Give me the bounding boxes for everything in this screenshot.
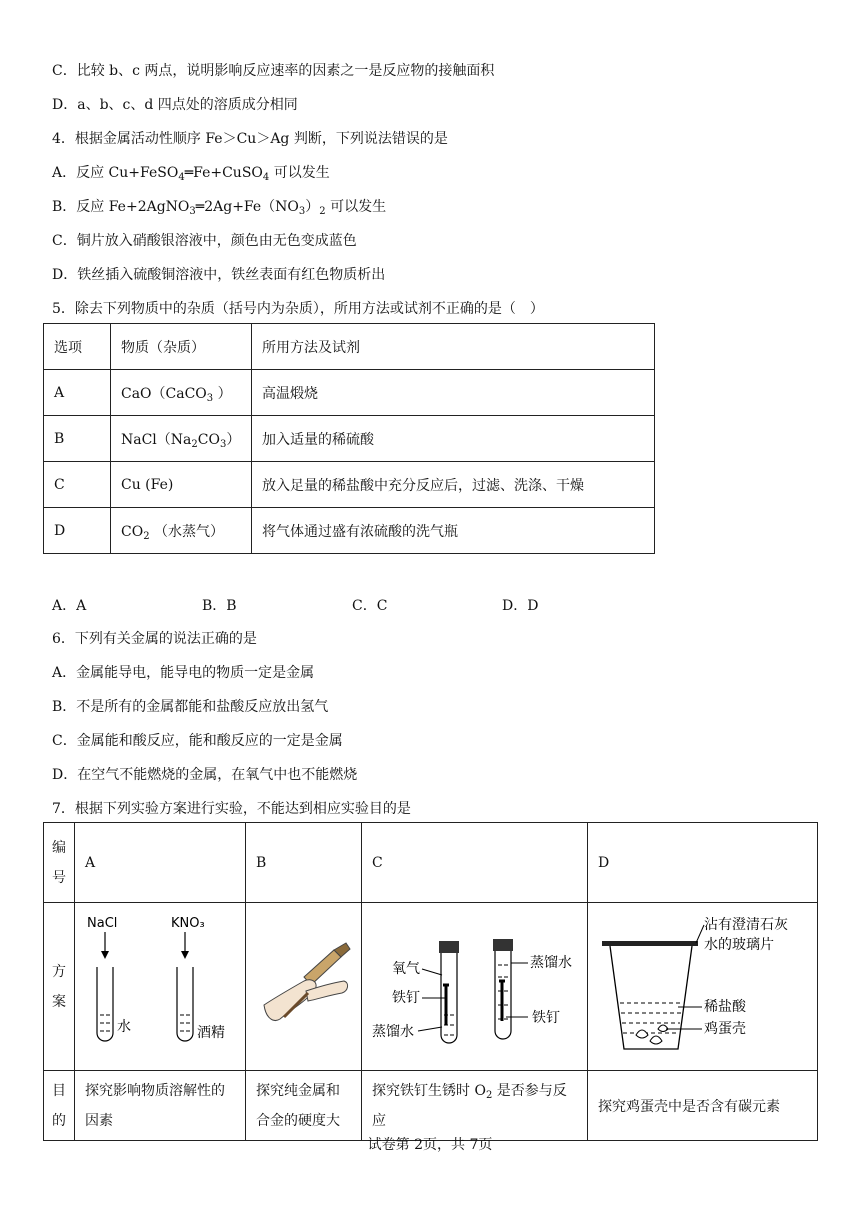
option-cell: D xyxy=(44,508,111,554)
q6-stem: 6．下列有关金属的说法正确的是 xyxy=(52,631,257,647)
q4b-sub: 2 xyxy=(319,206,326,217)
table-row xyxy=(44,1071,818,1141)
label-char: 的 xyxy=(52,1112,66,1129)
q4b-sub: 3 xyxy=(189,206,196,217)
nail-label: 铁钉 xyxy=(392,989,420,1006)
figure-d-cell xyxy=(588,903,818,1071)
goal-cell xyxy=(362,1071,588,1141)
stopper-icon xyxy=(439,941,459,953)
option-cell: B xyxy=(44,416,111,462)
arrow-icon xyxy=(101,951,109,959)
table-row xyxy=(44,508,655,554)
table-row xyxy=(44,823,818,903)
acid-label: 稀盐酸 xyxy=(704,998,746,1015)
oxygen-label: 氧气 xyxy=(392,960,420,977)
nail-label: 铁钉 xyxy=(532,1009,560,1026)
substance-sub: 3 xyxy=(219,438,227,450)
option-cell: A xyxy=(44,370,111,416)
q4-stem: 4．根据金属活动性顺序 Fe＞Cu＞Ag 判断，下列说法错误的是 xyxy=(52,131,448,147)
distilled-water-label: 蒸馏水 xyxy=(372,1023,414,1040)
arrow-icon xyxy=(181,951,189,959)
goal-text: 因素 xyxy=(85,1112,113,1129)
goal-text: 合金的硬度大 xyxy=(256,1112,340,1129)
q4a-text: ═Fe+CuSO xyxy=(184,165,263,181)
method-cell: 高温煅烧 xyxy=(252,370,655,416)
substance-text: CO xyxy=(121,523,144,540)
q4-option-a xyxy=(52,162,330,182)
nacl-label: NaCl xyxy=(87,915,118,931)
pointer-line xyxy=(418,1027,442,1031)
nail-icon xyxy=(499,981,505,1021)
test-tubes-figure xyxy=(75,905,245,1065)
q6-option-d: D．在空气不能燃烧的金属，在氧气中也不能燃烧 xyxy=(52,767,358,783)
q5-answer-b: B．B xyxy=(202,598,237,614)
substance-text: CaO（CaCO xyxy=(121,385,207,402)
rust-experiment-figure xyxy=(362,905,586,1065)
q5-table xyxy=(43,323,655,554)
goal-cell: 探究鸡蛋壳中是否含有碳元素 xyxy=(588,1071,818,1141)
substance-cell xyxy=(111,416,252,462)
water-label: 水 xyxy=(117,1018,131,1035)
goal-text xyxy=(372,1076,577,1106)
label-cell xyxy=(44,1071,75,1141)
q4-option-c: C．铜片放入硝酸银溶液中，颜色由无色变成蓝色 xyxy=(52,233,357,249)
substance-sub: 2 xyxy=(143,530,150,542)
label-char: 方 xyxy=(52,963,66,980)
test-tube-icon xyxy=(177,967,193,1041)
option-cell: C xyxy=(44,462,111,508)
goal-text: 探究纯金属和 xyxy=(256,1082,340,1099)
q7-table xyxy=(43,822,818,1141)
q3-option-c: C．比较 b、c 两点，说明影响反应速率的因素之一是反应物的接触面积 xyxy=(52,63,495,79)
label-char: 目 xyxy=(52,1082,66,1099)
method-cell: 放入足量的稀盐酸中充分反应后，过滤、洗涤、干燥 xyxy=(252,462,655,508)
q4b-text: B．反应 Fe+2AgNO xyxy=(52,199,190,215)
glass-slide-label: 沾有澄清石灰 xyxy=(704,916,788,933)
method-cell: 将气体通过盛有浓硫酸的洗气瓶 xyxy=(252,508,655,554)
eggshell-experiment-figure xyxy=(588,905,816,1065)
q3-option-d: D．a、b、c、d 四点处的溶质成分相同 xyxy=(52,97,298,113)
eggshell-label: 鸡蛋壳 xyxy=(704,1020,746,1037)
q5-answer-d: D．D xyxy=(502,598,539,614)
goal-text: 探究影响物质溶解性的 xyxy=(85,1082,225,1099)
header-cell: 所用方法及试剂 xyxy=(252,324,655,370)
q4b-sub: 3 xyxy=(298,206,306,217)
glass-slide-label: 水的玻璃片 xyxy=(704,936,774,953)
substance-text: CO xyxy=(197,431,220,448)
substance-text: ） xyxy=(213,385,232,402)
goal-cell xyxy=(75,1071,246,1141)
label-cell xyxy=(44,903,75,1071)
goal-text: 应 xyxy=(372,1112,386,1129)
goal-cell xyxy=(246,1071,362,1141)
header-cell: 选项 xyxy=(44,324,111,370)
q4a-text: 可以发生 xyxy=(269,165,330,181)
q6-option-a: A．金属能导电，能导电的物质一定是金属 xyxy=(52,665,315,681)
label-cell xyxy=(44,823,75,903)
goal-text: 探究铁钉生锈时 O xyxy=(372,1082,486,1099)
beaker-icon xyxy=(610,946,692,1049)
substance-text: ） xyxy=(226,431,241,448)
label-char: 号 xyxy=(52,869,66,886)
q7-stem: 7．根据下列实验方案进行实验，不能达到相应实验目的是 xyxy=(52,801,411,817)
figure-c-cell xyxy=(362,903,588,1071)
q4b-text: ） xyxy=(305,199,320,215)
test-tube-icon xyxy=(97,967,113,1041)
q6-option-b: B．不是所有的金属都能和盐酸反应放出氢气 xyxy=(52,699,329,715)
figure-a-cell xyxy=(75,903,246,1071)
substance-cell xyxy=(111,370,252,416)
q4a-sub: 4 xyxy=(178,172,185,183)
q6-option-c: C．金属能和酸反应，能和酸反应的一定是金属 xyxy=(52,733,343,749)
q4a-sub: 4 xyxy=(262,172,270,183)
goal-sub: 2 xyxy=(485,1089,493,1101)
label-char: 编 xyxy=(52,839,66,856)
method-cell: 加入适量的稀硫酸 xyxy=(252,416,655,462)
col-header: B xyxy=(246,823,362,903)
q4b-text: ═2Ag+Fe（NO xyxy=(195,199,299,215)
nail-icon xyxy=(443,985,449,1025)
figure-b-cell xyxy=(246,903,362,1071)
substance-sub: 2 xyxy=(191,438,198,450)
glass-slide-icon xyxy=(602,941,698,946)
substance-sub: 3 xyxy=(206,392,214,404)
pointer-line xyxy=(696,925,704,943)
scratch-metal-figure xyxy=(246,905,360,1065)
label-char: 案 xyxy=(52,993,66,1010)
q5-stem: 5．除去下列物质中的杂质（括号内为杂质），所用方法或试剂不正确的是（ ） xyxy=(52,301,544,317)
goal-text: 是否参与反 xyxy=(492,1082,567,1099)
alcohol-label: 酒精 xyxy=(197,1024,225,1041)
col-header: C xyxy=(362,823,588,903)
substance-text: NaCl（Na xyxy=(121,431,192,448)
pointer-line xyxy=(422,969,442,975)
substance-cell xyxy=(111,508,252,554)
table-row xyxy=(44,416,655,462)
col-header: D xyxy=(588,823,818,903)
header-cell: 物质（杂质） xyxy=(111,324,252,370)
table-row xyxy=(44,370,655,416)
q4a-text: A．反应 Cu+FeSO xyxy=(52,165,179,181)
q4-option-d: D．铁丝插入硫酸铜溶液中，铁丝表面有红色物质析出 xyxy=(52,267,386,283)
table-row xyxy=(44,324,655,370)
eggshell-icon xyxy=(636,1025,668,1044)
q5-answer-a: A．A xyxy=(52,598,87,614)
stopper-icon xyxy=(493,939,513,951)
q4-option-b xyxy=(52,196,386,216)
table-row xyxy=(44,462,655,508)
q5-answer-c: C．C xyxy=(352,598,388,614)
kno3-label: KNO₃ xyxy=(171,915,205,931)
distilled-water-label: 蒸馏水 xyxy=(530,954,572,971)
col-header: A xyxy=(75,823,246,903)
substance-cell: Cu (Fe) xyxy=(111,462,252,508)
q4b-text: 可以发生 xyxy=(325,199,387,215)
substance-text: （水蒸气） xyxy=(149,523,225,540)
page-footer: 试卷第 2页，共 7页 xyxy=(367,1137,493,1153)
table-row xyxy=(44,903,818,1071)
